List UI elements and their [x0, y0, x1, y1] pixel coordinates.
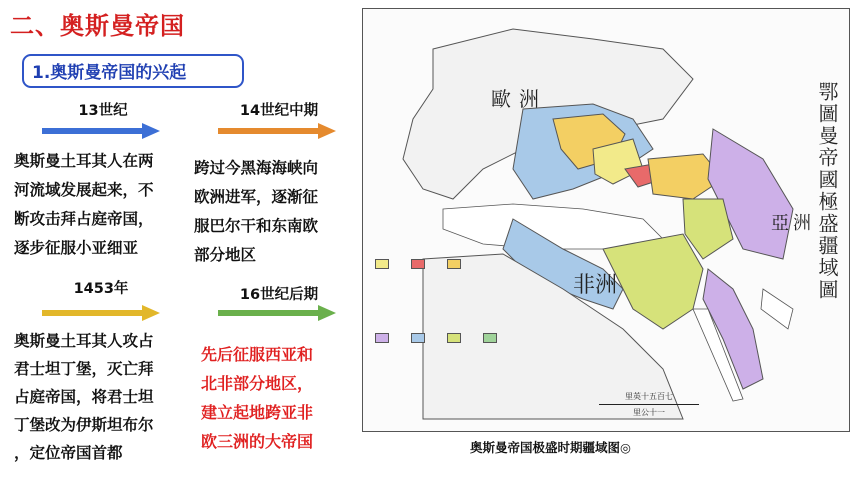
legend-swatch — [447, 259, 461, 269]
scale-label-bottom: 里公十一 — [633, 408, 665, 417]
text-line: 部分地区 — [194, 246, 257, 264]
paragraph-late-16th-century — [201, 340, 313, 456]
stage-label-13th-century: 13世纪 — [78, 103, 128, 119]
paragraph-1453 — [14, 327, 154, 467]
text-line: 欧洲进军，逐渐征 — [194, 188, 319, 206]
text-line: 奥斯曼土耳其人攻占 — [14, 332, 154, 350]
legend-swatch — [411, 259, 425, 269]
stage-label-1453: 1453年 — [73, 281, 129, 297]
stage-label-late-16th-century: 16世纪后期 — [239, 287, 319, 303]
paragraph-mid-14th-century — [194, 154, 318, 270]
legend-swatch — [375, 333, 389, 343]
text-line: 奥斯曼土耳其人在两 — [14, 152, 154, 170]
legend-swatch — [483, 333, 497, 343]
map-title-vertical: 鄂圖曼帝國極盛疆域圖 — [815, 81, 839, 301]
section-title: 二、奥斯曼帝国 — [10, 12, 185, 40]
ottoman-empire-map — [362, 8, 850, 432]
paragraph-13th-century — [14, 147, 154, 263]
text-line: 跨过今黑海海峡向 — [194, 159, 319, 177]
arrow-icon — [218, 305, 338, 321]
text-line: 逐步征服小亚细亚 — [14, 239, 139, 257]
text-line: 断攻击拜占庭帝国， — [14, 210, 154, 228]
arrow-icon — [42, 305, 162, 321]
map-label-africa: 非洲 — [573, 273, 618, 298]
map-label-europe: 歐洲 — [491, 87, 547, 111]
text-line: 服巴尔干和东南欧 — [194, 217, 319, 235]
arrow-icon — [218, 123, 338, 139]
map-caption: 奥斯曼帝国极盛时期疆域图◎ — [470, 440, 631, 455]
scale-label-top: 里英十五百七 — [625, 392, 673, 401]
text-line: 占庭帝国，将君士坦 — [14, 388, 154, 406]
text-line: 建立起地跨亚非 — [201, 403, 314, 422]
text-line: 河流域发展起来，不 — [14, 181, 154, 199]
text-line: 先后征服西亚和 — [201, 345, 314, 364]
map-scale — [599, 391, 699, 418]
stage-label-mid-14th-century: 14世纪中期 — [239, 103, 319, 119]
legend-swatch — [447, 333, 461, 343]
legend-swatch — [375, 259, 389, 269]
text-line: 欧三洲的大帝国 — [201, 432, 314, 451]
map-label-asia: 亞洲 — [771, 213, 815, 234]
map-legend — [371, 259, 511, 379]
arrow-icon — [42, 123, 162, 139]
text-line: 北非部分地区， — [201, 374, 314, 393]
text-line: 丁堡改为伊斯坦布尔 — [14, 416, 154, 434]
text-line: ，定位帝国首都 — [14, 444, 123, 462]
subsection-title: 1.奥斯曼帝国的兴起 — [22, 54, 244, 88]
legend-swatch — [411, 333, 425, 343]
text-line: 君士坦丁堡，灭亡拜 — [14, 360, 154, 378]
